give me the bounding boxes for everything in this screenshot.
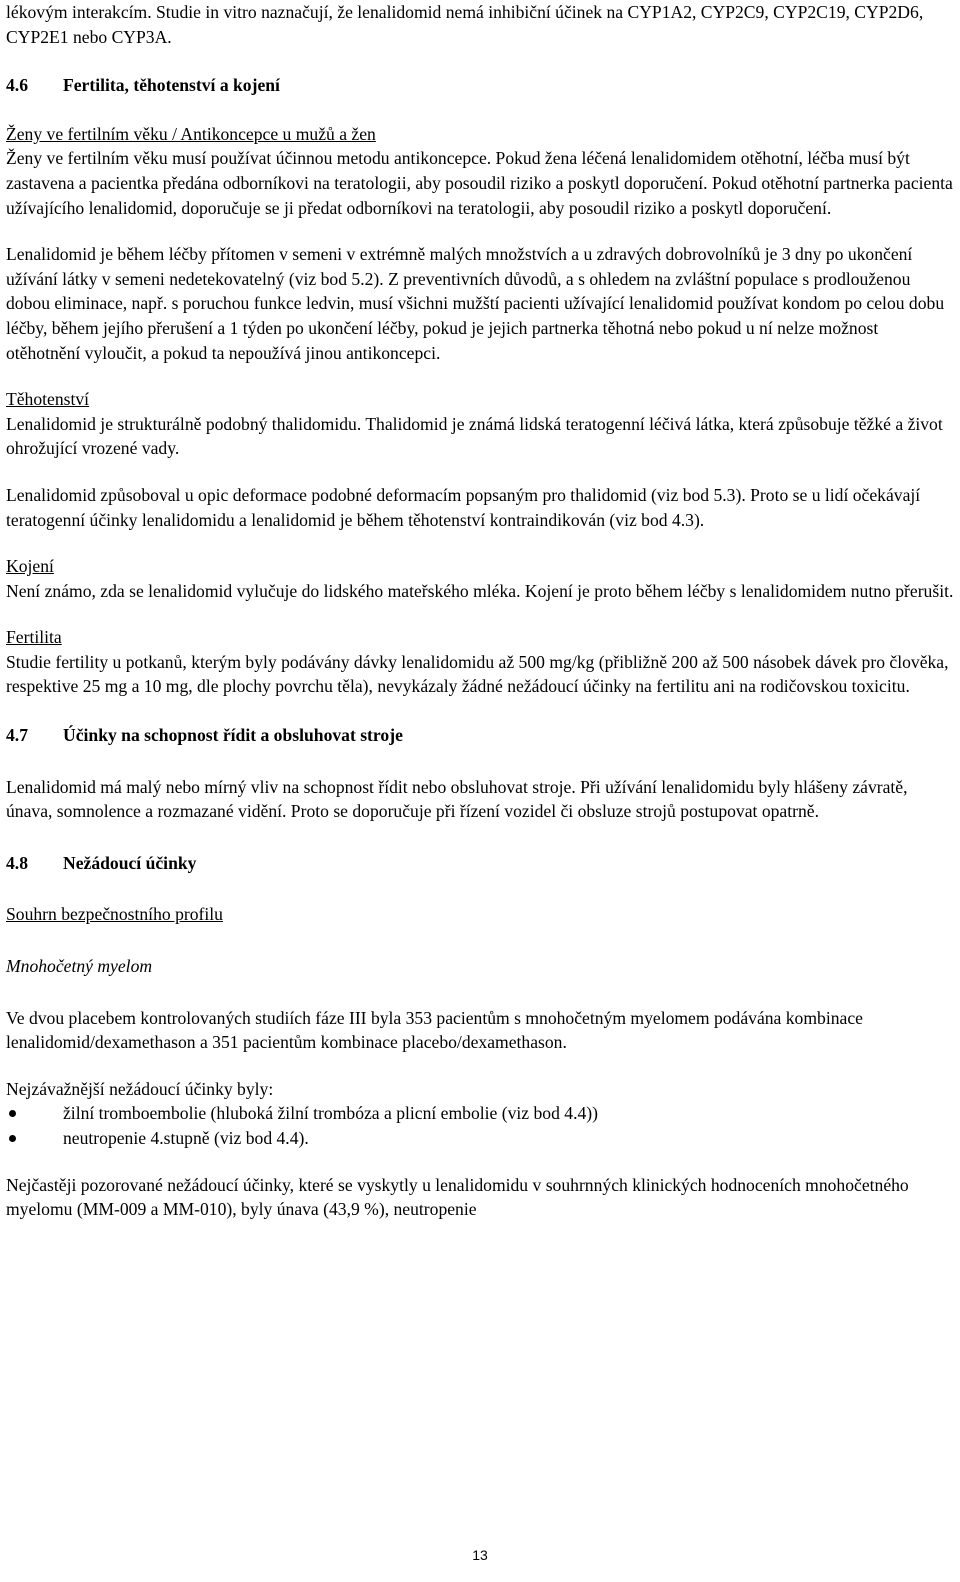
fertility-subheading: Fertilita: [6, 627, 62, 648]
contraception-paragraph: Ženy ve fertilním věku musí používat účinnou metodu antikoncepce. Pokud žena léčená lenalidomidem otěhotní, léčba musí být zastavena a pacientka předána odborníkovi na teratologii, aby posoudil riziko a poskytl doporučení. Pokud otěhotní partnerka pacienta užívajícího lenalidomid, doporučuje se ji předat odborníkovi na teratologii, aby posoudil riziko a poskytl doporučení.: [6, 148, 953, 218]
pregnancy-subheading: Těhotenství: [6, 389, 90, 410]
section-4-7-heading: [6, 723, 954, 748]
contraception-subheading: Ženy ve fertilním věku / Antikoncepce u mužů a žen: [6, 123, 376, 144]
section-4-6-heading: [6, 73, 954, 98]
section-4-8-heading: [6, 851, 954, 876]
section-title: Účinky na schopnost řídit a obsluhovat stroje: [63, 725, 403, 746]
section-number: 4.7: [6, 725, 28, 746]
list-item-text: žilní tromboembolie (hluboká žilní trombóza a plicní embolie (viz bod 4.4)): [63, 1103, 599, 1124]
serious-effects-list: [6, 1101, 954, 1150]
pregnancy-paragraph-2: Lenalidomid způsoboval u opic deformace podobné deformacím popsaným pro thalidomid (viz bod 5.3). Proto se u lidí očekávají teratogenní účinky lenalidomidu a lenalidomid je během těhotenství kontraindikován (viz bod 4.3).: [6, 484, 921, 530]
pregnancy-paragraph: Lenalidomid je strukturálně podobný thalidomidu. Thalidomid je známá lidská teratogenní léčivá látka, která způsobuje těžké a život ohrožující vrozené vady.: [6, 413, 943, 459]
serious-effects-intro: Nejzávažnější nežádoucí účinky byly:: [6, 1078, 274, 1099]
document-page: [6, 0, 954, 1222]
contraception-paragraph-2: Lenalidomid je během léčby přítomen v semeni v extrémně malých množstvích a u zdravých dobrovolníků je 3 dny po ukončení užívání látky v semeni nedetekovatelný (viz bod 5.2). Z preventivních důvodů, a s ohledem na zvláštní populace s prodlouženou dobou eliminace, např. s poruchou funkce ledvin, musí všichni mužští pacienti užívající lenalidomid používat kondom po celou dobu léčby, během jejího přerušení a 1 týden po ukončení léčby, pokud je jejich partnerka těhotná nebo pokud u ní nelze možnost otěhotnění vyloučit, a pokud ta nepoužívá jinou antikoncepci.: [6, 244, 945, 363]
bullet-icon: [6, 1101, 63, 1126]
list-item: [6, 1126, 954, 1151]
driving-paragraph: Lenalidomid má malý nebo mírný vliv na schopnost řídit nebo obsluhovat stroje. Při užívání lenalidomidu byly hlášeny závratě, únava, somnolence a rozmazané vidění. Proto se doporučuje při řízení vozidel či obsluze strojů postupovat opatrně.: [6, 776, 908, 822]
list-item-text: neutropenie 4.stupně (viz bod 4.4).: [63, 1128, 309, 1148]
section-title: Fertilita, těhotenství a kojení: [63, 75, 280, 96]
safety-summary-heading: Souhrn bezpečnostního profilu: [6, 904, 223, 925]
intro-paragraph: lékovým interakcím. Studie in vitro naznačují, že lenalidomid nemá inhibiční účinek na CYP1A2, CYP2C9, CYP2C19, CYP2D6, CYP2E1 nebo CYP3A.: [6, 2, 924, 47]
section-number: 4.8: [6, 852, 28, 873]
list-item: [6, 1101, 954, 1126]
frequent-effects-paragraph: Nejčastěji pozorované nežádoucí účinky, které se vyskytly u lenalidomidu v souhrnných klinických hodnoceních mnohočetného myelomu (MM-009 a MM-010), byly únava (43,9 %), neutropenie: [6, 1174, 909, 1220]
myeloma-heading: Mnohočetný myelom: [6, 956, 153, 977]
breastfeeding-paragraph: Není známo, zda se lenalidomid vylučuje do lidského mateřského mléka. Kojení je proto během léčby s lenalidomidem nutno přerušit.: [6, 580, 954, 601]
bullet-icon: [6, 1126, 63, 1151]
page-number: 13: [472, 1547, 488, 1563]
breastfeeding-subheading: Kojení: [6, 556, 54, 577]
section-title: Nežádoucí účinky: [63, 852, 197, 873]
fertility-paragraph: Studie fertility u potkanů, kterým byly podávány dávky lenalidomidu až 500 mg/kg (přibližně 200 až 500 násobek dávek pro člověka, respektive 25 mg a 10 mg, dle plochy povrchu těla), nevykázaly žádné nežádoucí účinky na fertilitu ani na rodičovskou toxicitu.: [6, 651, 949, 697]
myeloma-paragraph: Ve dvou placebem kontrolovaných studiích fáze III byla 353 pacientům s mnohočetným myelomem podávána kombinace lenalidomid/dexamethason a 351 pacientům kombinace placebo/dexamethason.: [6, 1007, 863, 1053]
section-number: 4.6: [6, 75, 28, 96]
